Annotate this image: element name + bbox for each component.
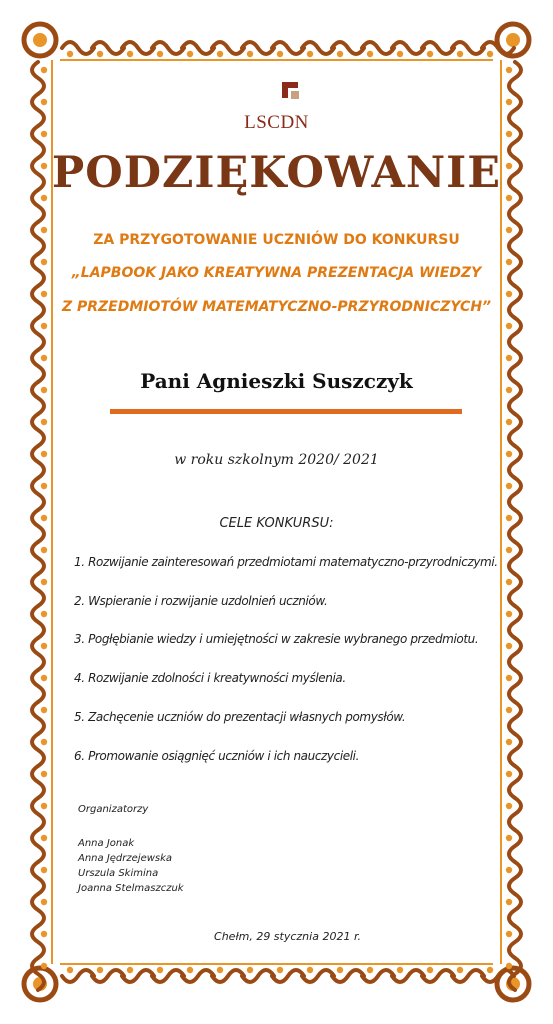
organizers-heading: Organizatorzy	[78, 804, 149, 815]
subtitle-line-2: „LAPBOOK JAKO KREATYWNA PREZENTACJA WIEDZY	[71, 265, 482, 281]
school-year: w roku szkolnym 2020/ 2021	[174, 452, 379, 468]
goal-item: 3. Pogłębianie wiedzy i umiejętności w zakresie wybranego przedmiotu.	[74, 632, 479, 646]
place-date: Chełm, 29 stycznia 2021 r.	[214, 930, 361, 943]
organizer-name: Urszula Skimina	[78, 868, 159, 879]
recipient-underline	[110, 409, 462, 414]
goals-heading: CELE KONKURSU:	[219, 516, 334, 531]
goal-item: 4. Rozwijanie zdolności i kreatywności myślenia.	[74, 671, 346, 685]
subtitle-line-1: ZA PRZYGOTOWANIE UCZNIÓW DO KONKURSU	[93, 232, 460, 248]
logo-text: LSCDN	[244, 112, 309, 133]
subtitle-line-3: Z PRZEDMIOTÓW MATEMATYCZNO-PRZYRODNICZYCH”	[61, 299, 492, 315]
goal-item: 5. Zachęcenie uczniów do prezentacji własnych pomysłów.	[74, 710, 406, 724]
goal-item: 1. Rozwijanie zainteresowań przedmiotami matematyczno-przyrodniczymi.	[74, 555, 498, 569]
lscdn-logo-icon	[280, 80, 302, 102]
organizer-name: Anna Jonak	[78, 838, 135, 849]
page-title: PODZIĘKOWANIE	[51, 148, 502, 198]
goal-item: 2. Wspieranie i rozwijanie uzdolnień uczniów.	[74, 594, 328, 608]
goal-item: 6. Promowanie osiągnięć uczniów i ich nauczycieli.	[74, 749, 360, 763]
organizer-name: Joanna Stelmaszczuk	[78, 883, 184, 894]
organizer-name: Anna Jędrzejewska	[78, 853, 173, 864]
recipient-name: Pani Agnieszki Suszczyk	[140, 369, 413, 393]
